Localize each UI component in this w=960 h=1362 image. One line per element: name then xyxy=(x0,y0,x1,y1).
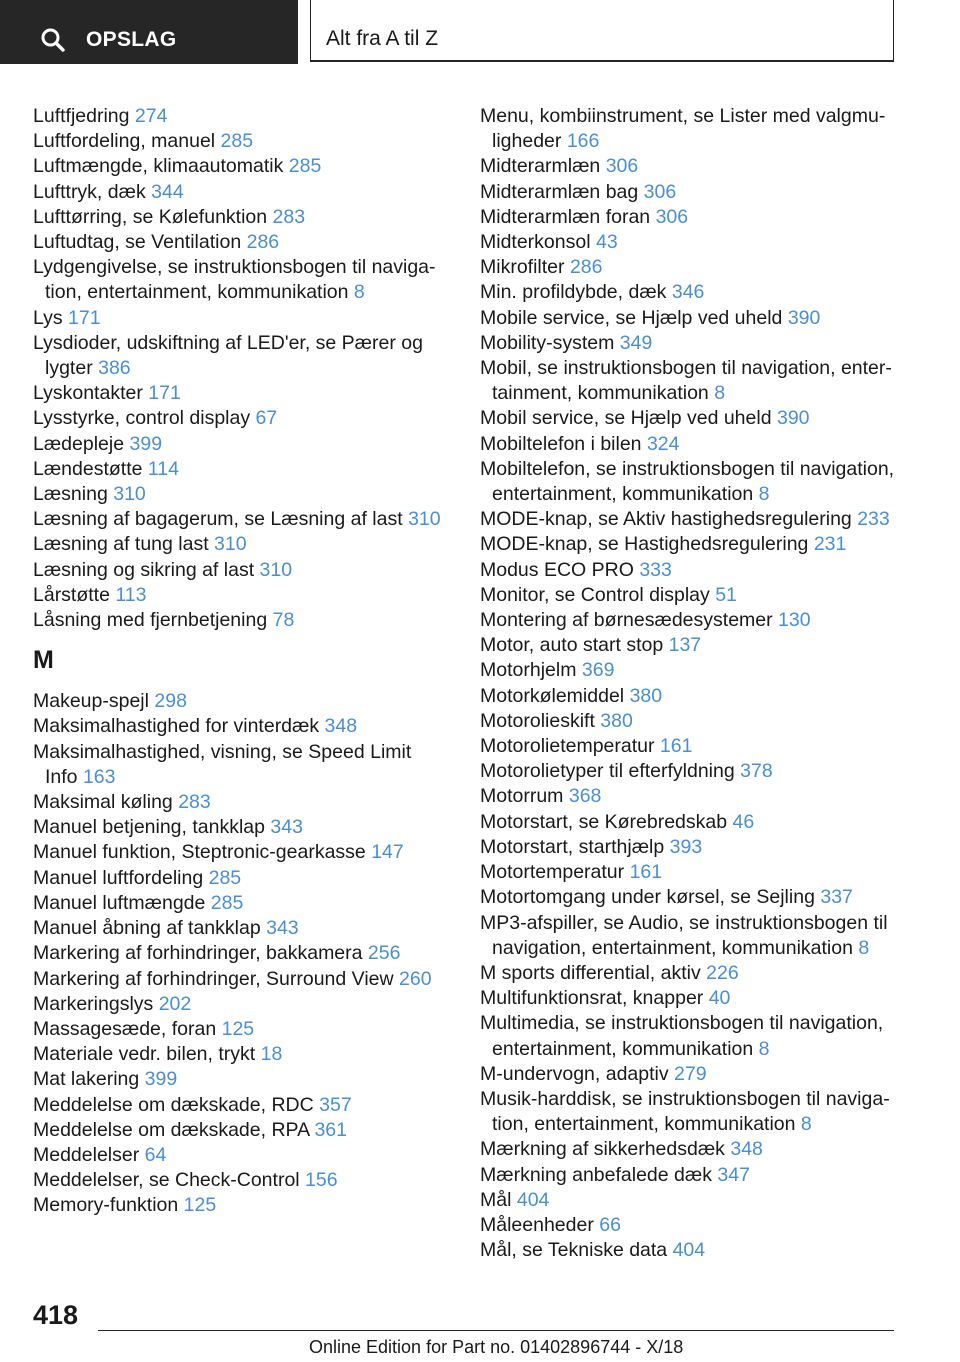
index-entry xyxy=(33,1042,453,1067)
index-entry xyxy=(480,1238,900,1263)
index-entry-term: Motorolieskift xyxy=(480,709,595,732)
page-reference-link[interactable]: 285 xyxy=(220,130,254,153)
index-entry xyxy=(480,205,900,230)
page-reference-link[interactable]: 171 xyxy=(148,382,181,405)
index-entry-term: MP3-afspiller, se Audio, se instruktionsbogen til xyxy=(480,911,888,934)
index-entry xyxy=(480,1163,900,1188)
page-reference-link[interactable]: 378 xyxy=(740,760,773,783)
index-entry-term: MODE-knap, se Hastighedsregulering xyxy=(480,533,809,556)
index-entry-term: Lyskontakter xyxy=(33,382,143,405)
index-entry-term: Maksimalhastighed, visning, se Speed Limit xyxy=(33,740,412,763)
page-reference-link[interactable]: 130 xyxy=(778,609,811,632)
index-entry xyxy=(33,967,453,992)
page-reference-link[interactable]: 306 xyxy=(643,180,677,203)
index-entry-term: Mobil, se instruktionsbogen til navigation, enter‐ xyxy=(480,357,892,380)
index-entry xyxy=(480,759,900,784)
index-entry xyxy=(33,104,453,129)
page-reference-link[interactable]: 8 xyxy=(714,382,726,405)
index-entry xyxy=(33,608,453,633)
index-entry xyxy=(480,356,900,406)
page-reference-link[interactable]: 166 xyxy=(566,130,600,153)
index-entry-term: Midterarmlæn bag xyxy=(480,180,639,203)
page-reference-link[interactable]: 285 xyxy=(210,891,244,914)
index-entry-term: Mål, se Tekniske data xyxy=(480,1239,668,1262)
page-reference-link[interactable]: 298 xyxy=(154,690,187,713)
page-reference-link[interactable]: 274 xyxy=(134,105,168,127)
index-entry-term: Mærkning anbefalede dæk xyxy=(480,1163,712,1186)
index-entry xyxy=(480,255,900,280)
index-entry xyxy=(33,891,453,916)
section-tab-label: OPSLAG xyxy=(86,28,177,51)
page-reference-link[interactable]: 343 xyxy=(270,816,303,839)
page-reference-link[interactable]: 369 xyxy=(581,659,615,682)
index-entry-term-continued: tion, entertainment, kommunikation xyxy=(45,281,349,304)
index-entry-term: Lys xyxy=(33,306,63,329)
edition-note: Online Edition for Part no. 01402896744 - X/18 xyxy=(309,1337,684,1357)
index-entry-term: Motortomgang under kørsel, se Sejling xyxy=(480,886,815,909)
index-entry-term: Musik-harddisk, se instruktionsbogen til naviga‐ xyxy=(480,1087,890,1110)
index-entry xyxy=(480,608,900,633)
index-entry xyxy=(480,860,900,885)
page-reference-link[interactable]: 66 xyxy=(599,1213,621,1236)
index-entry-term: Mobiltelefon i bilen xyxy=(480,432,642,455)
index-entry xyxy=(480,1213,900,1238)
index-entry xyxy=(480,154,900,179)
index-entry-term: Læsning af tung last xyxy=(33,533,209,556)
section-tab[interactable] xyxy=(0,0,298,64)
index-entry xyxy=(480,961,900,986)
page-reference-link[interactable]: 337 xyxy=(820,886,853,909)
index-entry xyxy=(480,1062,900,1087)
page-reference-link[interactable]: 171 xyxy=(68,306,101,329)
index-entry xyxy=(480,406,900,431)
index-entry-term: Multifunktionsrat, knapper xyxy=(480,987,704,1010)
index-entry xyxy=(33,457,453,482)
index-entry xyxy=(480,1087,900,1137)
index-entry xyxy=(33,1093,453,1118)
page-reference-link[interactable]: 147 xyxy=(371,841,404,864)
index-entry xyxy=(33,558,453,583)
index-entry-term: Manuel luftmængde xyxy=(33,891,206,914)
index-entry-term: M-undervogn, adaptiv xyxy=(480,1062,669,1085)
index-entry-term: Markering af forhindringer, bakkamera xyxy=(33,942,363,965)
index-entry-term: Meddelelse om dækskade, RDC xyxy=(33,1093,314,1116)
index-entry xyxy=(480,784,900,809)
index-entry-term: Massagesæde, foran xyxy=(33,1017,217,1040)
index-entry xyxy=(480,280,900,305)
index-entry xyxy=(33,866,453,891)
index-entry-term: Meddelelse om dækskade, RPA xyxy=(33,1118,310,1141)
index-entry-term: Midterkonsol xyxy=(480,231,591,254)
index-entry-term-continued: tainment, kommunikation xyxy=(492,382,709,405)
index-entry xyxy=(480,658,900,683)
page-reference-link[interactable]: 202 xyxy=(158,992,192,1015)
page-reference-link[interactable]: 8 xyxy=(758,483,770,506)
page-reference-link[interactable]: 51 xyxy=(715,583,737,606)
index-entry-term: Læsning af bagagerum, se Læsning af last xyxy=(33,508,403,531)
index-entry xyxy=(33,154,453,179)
index-entry-term-continued: ligheder xyxy=(492,130,562,153)
index-entry xyxy=(33,1017,453,1042)
index-entry-term: Motorkølemiddel xyxy=(480,684,625,707)
index-entry xyxy=(33,916,453,941)
index-entry-term: Min. profildybde, dæk xyxy=(480,281,667,304)
page-reference-link[interactable]: 283 xyxy=(272,205,306,228)
index-entry xyxy=(480,432,900,457)
page-reference-link[interactable]: 163 xyxy=(82,765,116,788)
index-entry xyxy=(33,740,453,790)
index-entry xyxy=(33,532,453,557)
index-entry-term: Memory-funktion xyxy=(33,1194,179,1217)
page-reference-link[interactable]: 67 xyxy=(255,407,278,430)
index-entry xyxy=(480,180,900,205)
index-entry-term: Maksimal køling xyxy=(33,791,173,814)
index-entry xyxy=(480,709,900,734)
index-entry xyxy=(33,507,453,532)
index-entry xyxy=(33,689,453,714)
index-entry xyxy=(33,992,453,1017)
page-reference-link[interactable]: 399 xyxy=(144,1068,178,1091)
page-reference-link[interactable]: 393 xyxy=(669,835,703,858)
index-entry-term: Meddelelser, se Check-Control xyxy=(33,1169,300,1192)
index-entry-term: Luftfjedring xyxy=(33,105,130,127)
index-entry-term: Lufttørring, se Kølefunktion xyxy=(33,205,268,228)
index-entry-term: Motorstart, se Kørebredskab xyxy=(480,810,728,833)
page-reference-link[interactable]: 231 xyxy=(813,533,847,556)
index-entry xyxy=(480,684,900,709)
page-reference-link[interactable]: 399 xyxy=(129,432,163,455)
index-entry xyxy=(33,1143,453,1168)
index-entry-term-continued: Info xyxy=(45,765,78,788)
index-entry-term: Motorhjelm xyxy=(480,659,577,682)
page-reference-link[interactable]: 285 xyxy=(288,155,322,178)
page-reference-link[interactable]: 260 xyxy=(399,967,432,990)
index-entry-term: Læsning xyxy=(33,483,108,506)
index-entry-term: Motortemperatur xyxy=(480,861,625,884)
page-reference-link[interactable]: 137 xyxy=(668,634,702,657)
index-entry-term: Manuel åbning af tankklap xyxy=(33,917,261,940)
page-reference-link[interactable]: 348 xyxy=(730,1138,763,1161)
search-icon xyxy=(40,27,66,53)
page-reference-link[interactable]: 226 xyxy=(706,961,739,984)
index-entry-term: Motorolietyper til efterfyldning xyxy=(480,760,735,783)
page-reference-link[interactable]: 380 xyxy=(600,709,633,732)
index-entry-term: M sports differential, aktiv xyxy=(480,961,701,984)
index-entry-term: Luftudtag, se Ventilation xyxy=(33,231,242,254)
index-entry xyxy=(480,911,900,961)
index-entry xyxy=(480,885,900,910)
index-entry-term: Mærkning af sikkerhedsdæk xyxy=(480,1138,725,1161)
index-entry-term: Motorstart, starthjælp xyxy=(480,835,665,858)
index-entry xyxy=(480,734,900,759)
index-entry xyxy=(480,507,900,532)
page-reference-link[interactable]: 8 xyxy=(800,1113,812,1136)
index-entry-term: Manuel betjening, tankklap xyxy=(33,816,265,839)
index-entry-term: Luftfordeling, manuel xyxy=(33,130,216,153)
page-reference-link[interactable]: 347 xyxy=(717,1163,750,1186)
index-entry xyxy=(33,1067,453,1092)
index-entry xyxy=(480,1137,900,1162)
title-tab[interactable] xyxy=(310,0,894,62)
page-reference-link[interactable]: 286 xyxy=(569,256,603,279)
page-reference-link[interactable]: 310 xyxy=(408,508,441,531)
index-letter-heading: M xyxy=(33,646,54,675)
index-entry xyxy=(480,810,900,835)
page-reference-link[interactable]: 404 xyxy=(672,1239,706,1262)
index-entry xyxy=(33,1193,453,1218)
page-reference-link[interactable]: 43 xyxy=(595,231,618,254)
index-entry-term: Lysdioder, udskiftning af LED'er, se Pærer og xyxy=(33,331,423,354)
index-entry xyxy=(480,306,900,331)
index-entry-term: Motorrum xyxy=(480,785,564,808)
index-entry-term: Lændestøtte xyxy=(33,457,143,480)
page-reference-link[interactable]: 64 xyxy=(144,1143,167,1166)
index-entry-term: MODE-knap, se Aktiv hastighedsregulering xyxy=(480,508,852,531)
page-reference-link[interactable]: 8 xyxy=(353,281,365,304)
index-entry-term: Lydgengivelse, se instruktionsbogen til naviga‐ xyxy=(33,256,436,279)
page-reference-link[interactable]: 324 xyxy=(646,432,680,455)
index-entry-term: Markeringslys xyxy=(33,992,154,1015)
page-number: 418 xyxy=(33,1300,79,1330)
page-reference-link[interactable]: 285 xyxy=(208,866,242,889)
index-entry-term: Mobiltelefon, se instruktionsbogen til navigation, xyxy=(480,457,895,480)
page-reference-link[interactable]: 390 xyxy=(776,407,810,430)
index-entry-term: Motor, auto start stop xyxy=(480,634,664,657)
index-entry-term: Lårstøtte xyxy=(33,583,110,606)
page-reference-link[interactable]: 279 xyxy=(674,1062,707,1085)
index-entry-term-continued: entertainment, kommunikation xyxy=(492,483,754,506)
index-entry xyxy=(33,941,453,966)
index-entry xyxy=(33,129,453,154)
page-reference-link[interactable]: 8 xyxy=(758,1037,770,1060)
page-reference-link[interactable]: 346 xyxy=(671,281,705,304)
page-reference-link[interactable]: 361 xyxy=(314,1118,347,1141)
index-entry-term: Materiale vedr. bilen, trykt xyxy=(33,1043,256,1066)
index-entry xyxy=(33,205,453,230)
header xyxy=(0,0,960,66)
index-entry-term: Mobil service, se Hjælp ved uheld xyxy=(480,407,772,430)
index-entry-term: Mat lakering xyxy=(33,1068,140,1091)
index-entry xyxy=(33,1118,453,1143)
page-reference-link[interactable]: 46 xyxy=(732,810,755,833)
page-reference-link[interactable]: 18 xyxy=(260,1043,283,1066)
index-entry xyxy=(480,331,900,356)
index-entry xyxy=(33,180,453,205)
index-entry-term: Modus ECO PRO xyxy=(480,558,634,581)
page-reference-link[interactable]: 40 xyxy=(708,987,731,1010)
index-entry xyxy=(33,583,453,608)
page-reference-link[interactable]: 349 xyxy=(619,331,653,354)
index-entry xyxy=(480,457,900,507)
index-entry-term: Maksimalhastighed for vinterdæk xyxy=(33,715,320,738)
page-reference-link[interactable]: 310 xyxy=(113,483,146,506)
title-tab-label: Alt fra A til Z xyxy=(326,27,439,50)
index-entry-term: Mikrofilter xyxy=(480,256,565,279)
index-entry-term-continued: entertainment, kommunikation xyxy=(492,1037,754,1060)
index-entry-term-continued: navigation, entertainment, kommunikation xyxy=(492,936,853,959)
page-reference-link[interactable]: 78 xyxy=(272,609,295,632)
index-entry-term-continued: tion, entertainment, kommunikation xyxy=(492,1113,796,1136)
index-entry-term: Meddelelser xyxy=(33,1143,140,1166)
index-entry xyxy=(33,306,453,331)
index-entry-term: Mål xyxy=(480,1188,512,1211)
index-entry-term: Manuel luftfordeling xyxy=(33,866,204,889)
page-reference-link[interactable]: 161 xyxy=(659,735,693,758)
page-reference-link[interactable]: 310 xyxy=(259,558,293,581)
page-reference-link[interactable]: 348 xyxy=(324,715,358,738)
index-entry xyxy=(33,432,453,457)
index-entry xyxy=(480,986,900,1011)
index-entry-term: Motorolietemperatur xyxy=(480,735,655,758)
index-entry xyxy=(33,714,453,739)
index-entry-term: Måleenheder xyxy=(480,1213,594,1236)
page-reference-link[interactable]: 306 xyxy=(655,205,689,228)
index-entry-term: Midterarmlæn xyxy=(480,155,601,178)
page-reference-link[interactable]: 357 xyxy=(319,1093,352,1116)
page-reference-link[interactable]: 156 xyxy=(305,1169,338,1192)
index-entry xyxy=(480,633,900,658)
index-entry xyxy=(480,532,900,557)
page-reference-link[interactable]: 233 xyxy=(857,508,890,531)
page-reference-link[interactable]: 256 xyxy=(367,942,401,965)
index-entry xyxy=(480,583,900,608)
page-reference-link[interactable]: 310 xyxy=(214,533,247,556)
index-entry-term: Mobile service, se Hjælp ved uheld xyxy=(480,306,783,329)
page-reference-link[interactable]: 161 xyxy=(629,861,663,884)
page-reference-link[interactable]: 113 xyxy=(115,583,147,606)
index-entry xyxy=(33,230,453,255)
page-reference-link[interactable]: 125 xyxy=(183,1194,217,1217)
index-entry xyxy=(480,835,900,860)
page-reference-link[interactable]: 386 xyxy=(98,357,131,380)
page-reference-link[interactable]: 286 xyxy=(246,231,280,254)
index-column-left xyxy=(33,104,453,1219)
index-entry-term: Lufttryk, dæk xyxy=(33,180,146,203)
index-column-right xyxy=(480,104,900,1263)
index-entry-term: Mobility-system xyxy=(480,331,615,354)
index-entry-term: Menu, kombiinstrument, se Lister med valgmu‐ xyxy=(480,105,886,127)
index-entry-term: Markering af forhindringer, Surround View xyxy=(33,967,394,990)
page-reference-link[interactable]: 390 xyxy=(787,306,821,329)
index-entry-term: Montering af børnesædesystemer xyxy=(480,609,773,632)
index-entry-term: Lædepleje xyxy=(33,432,125,455)
index-entry-term: Manuel funktion, Steptronic-gearkasse xyxy=(33,841,366,864)
index-entry xyxy=(33,255,453,305)
index-entry-term: Monitor, se Control display xyxy=(480,583,710,606)
index-entry-term-continued: lygter xyxy=(45,357,93,380)
index-entry xyxy=(33,482,453,507)
page-reference-link[interactable]: 125 xyxy=(221,1017,255,1040)
index-entry xyxy=(480,1011,900,1061)
page-reference-link[interactable]: 306 xyxy=(605,155,639,178)
index-entry xyxy=(33,331,453,381)
index-entry-term: Lysstyrke, control display xyxy=(33,407,251,430)
index-entry-term: Makeup-spejl xyxy=(33,690,149,713)
page-reference-link[interactable]: 114 xyxy=(147,457,179,480)
page-reference-link[interactable]: 343 xyxy=(266,917,299,940)
index-entry-term: Midterarmlæn foran xyxy=(480,205,651,228)
index-entry xyxy=(33,790,453,815)
page-reference-link[interactable]: 8 xyxy=(858,936,870,959)
index-entry xyxy=(33,1168,453,1193)
footer-divider xyxy=(98,1330,894,1331)
index-entry-term: Læsning og sikring af last xyxy=(33,558,255,581)
page-reference-link[interactable]: 404 xyxy=(516,1188,550,1211)
index-entry xyxy=(480,1188,900,1213)
index-entry xyxy=(480,104,900,154)
index-entry-term: Luftmængde, klimaautomatik xyxy=(33,155,284,178)
index-entry xyxy=(480,230,900,255)
page-reference-link[interactable]: 368 xyxy=(568,785,602,808)
page-reference-link[interactable]: 283 xyxy=(178,791,211,814)
index-entry xyxy=(33,840,453,865)
index-entry-term: Multimedia, se instruktionsbogen til navigation, xyxy=(480,1012,884,1035)
page-reference-link[interactable]: 344 xyxy=(151,180,184,203)
index-entry xyxy=(33,815,453,840)
page-reference-link[interactable]: 333 xyxy=(639,558,672,581)
index-entry xyxy=(480,558,900,583)
index-entry-term: Låsning med fjernbetjening xyxy=(33,609,268,632)
page-reference-link[interactable]: 380 xyxy=(629,684,663,707)
index-entry xyxy=(33,406,453,431)
index-entry xyxy=(33,381,453,406)
